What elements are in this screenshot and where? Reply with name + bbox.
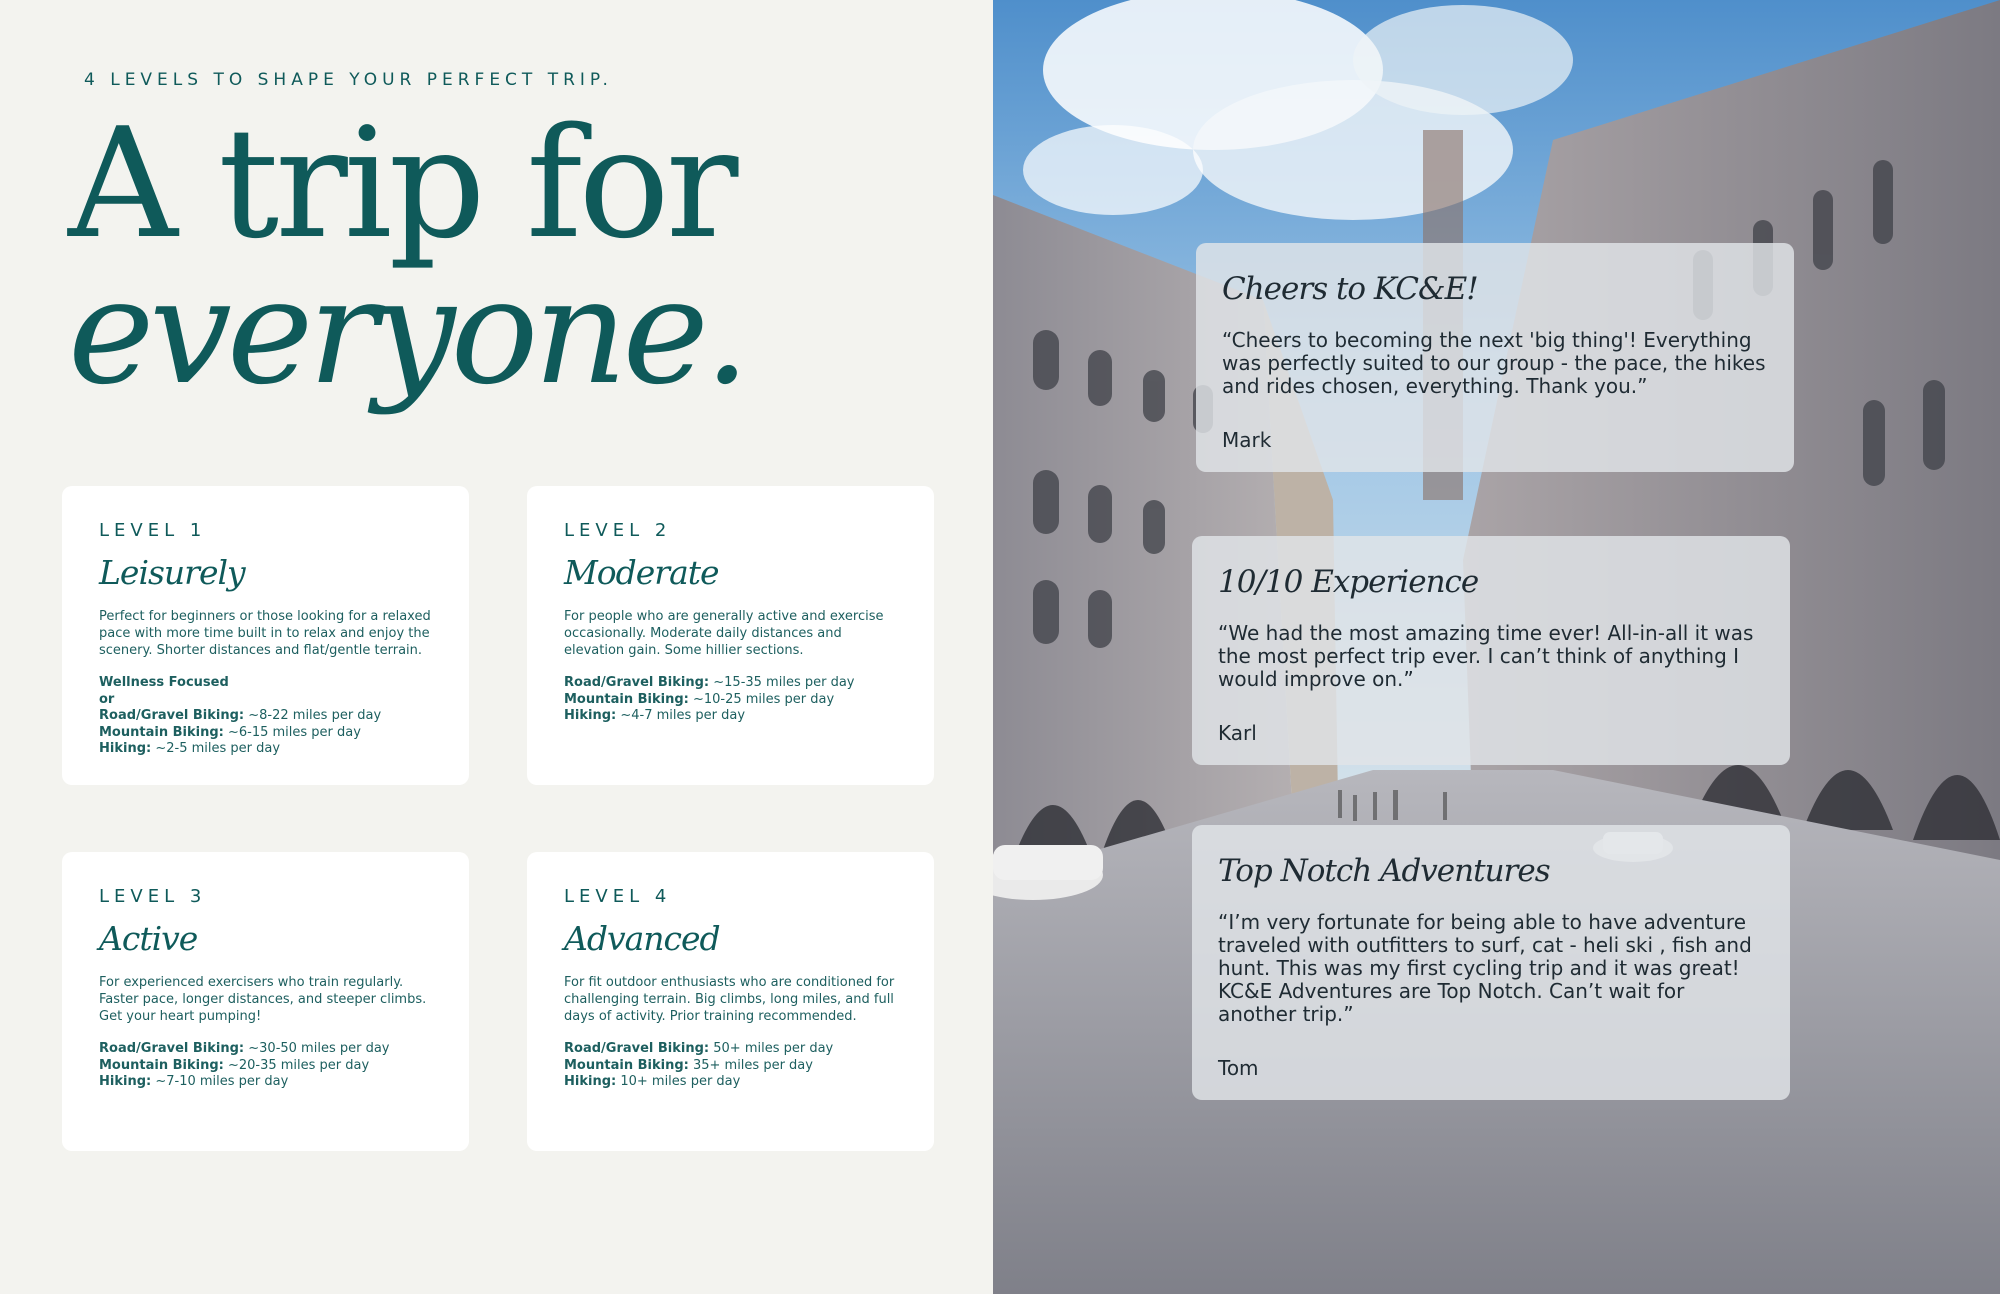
stat-row: Road/Gravel Biking: 50+ miles per day <box>564 1041 834 1056</box>
stat-row: Wellness Focused <box>99 675 229 690</box>
eyebrow-text: 4 LEVELS TO SHAPE YOUR PERFECT TRIP. <box>84 70 613 90</box>
stat-row: Road/Gravel Biking: ~8-22 miles per day <box>99 708 382 723</box>
stat-row: Hiking: ~2-5 miles per day <box>99 741 281 756</box>
testimonial-card-3 <box>1192 825 1790 1100</box>
level-label: LEVEL 2 <box>564 520 672 541</box>
level-name: Moderate <box>564 553 719 592</box>
photo-panel <box>993 0 2000 1294</box>
level-name: Leisurely <box>99 553 245 592</box>
level-stats <box>99 675 433 758</box>
stat-row: Mountain Biking: ~20-35 miles per day <box>99 1057 370 1073</box>
title-line-2: everyone. <box>68 247 746 417</box>
level-label: LEVEL 4 <box>564 886 672 907</box>
level-stats <box>99 1041 433 1091</box>
testimonial-author: Karl <box>1218 721 1257 745</box>
level-card-2 <box>527 486 934 785</box>
level-card-4 <box>527 852 934 1151</box>
level-card-1 <box>62 486 469 785</box>
testimonial-card-2 <box>1192 536 1790 765</box>
level-description: Perfect for beginners or those looking for a relaxed pace with more time built in to relax and enjoy the scenery. Shorter distances and flat/gentle terrain. <box>99 609 431 658</box>
level-stats <box>564 1041 898 1091</box>
testimonial-title: Cheers to KC&E! <box>1222 271 1478 307</box>
left-panel <box>0 0 993 1294</box>
level-description: For people who are generally active and exercise occasionally. Moderate daily distances and elevation gain. Some hillier sections. <box>564 609 884 658</box>
level-label: LEVEL 1 <box>99 520 207 541</box>
stat-row: Road/Gravel Biking: ~15-35 miles per day <box>564 675 855 690</box>
stat-row: Mountain Biking: ~10-25 miles per day <box>564 691 835 707</box>
level-name: Active <box>99 919 198 958</box>
level-label: LEVEL 3 <box>99 886 207 907</box>
testimonial-author: Tom <box>1218 1056 1259 1080</box>
stat-row: Hiking: 10+ miles per day <box>564 1074 741 1089</box>
title-line-1: A trip for <box>68 95 735 272</box>
testimonial-card-1 <box>1196 243 1794 472</box>
level-card-3 <box>62 852 469 1151</box>
stat-row: Road/Gravel Biking: ~30-50 miles per day <box>99 1041 390 1056</box>
stat-row: Mountain Biking: 35+ miles per day <box>564 1057 813 1073</box>
testimonial-quote: “We had the most amazing time ever! All-in-all it was the most perfect trip ever. I can’t think of anything I would improve on.” <box>1218 621 1754 691</box>
level-description: For experienced exercisers who train regularly. Faster pace, longer distances, and steeper climbs. Get your heart pumping! <box>99 975 427 1024</box>
testimonial-title: 10/10 Experience <box>1218 564 1479 600</box>
testimonial-quote: “I’m very fortunate for being able to have adventure traveled with outfitters to surf, cat - heli ski , fish and hunt. This was my first cycling trip and it was great! KC&E Adventures are Top Notch. Can’t wait for another trip.” <box>1218 910 1752 1026</box>
testimonial-author: Mark <box>1222 428 1272 452</box>
level-name: Advanced <box>564 919 720 958</box>
level-stats <box>564 675 898 725</box>
stat-row: Mountain Biking: ~6-15 miles per day <box>99 724 361 740</box>
stat-row: Hiking: ~7-10 miles per day <box>99 1074 289 1089</box>
testimonial-quote: “Cheers to becoming the next 'big thing'! Everything was perfectly suited to our group - the pace, the hikes and rides chosen, everything. Thank you.” <box>1222 328 1766 398</box>
page-title <box>68 95 746 417</box>
level-description: For fit outdoor enthusiasts who are conditioned for challenging terrain. Big climbs, long miles, and full days of activity. Prior training recommended. <box>564 975 895 1024</box>
testimonial-title: Top Notch Adventures <box>1218 853 1550 889</box>
stat-row: or <box>99 691 115 707</box>
stat-row: Hiking: ~4-7 miles per day <box>564 708 746 723</box>
